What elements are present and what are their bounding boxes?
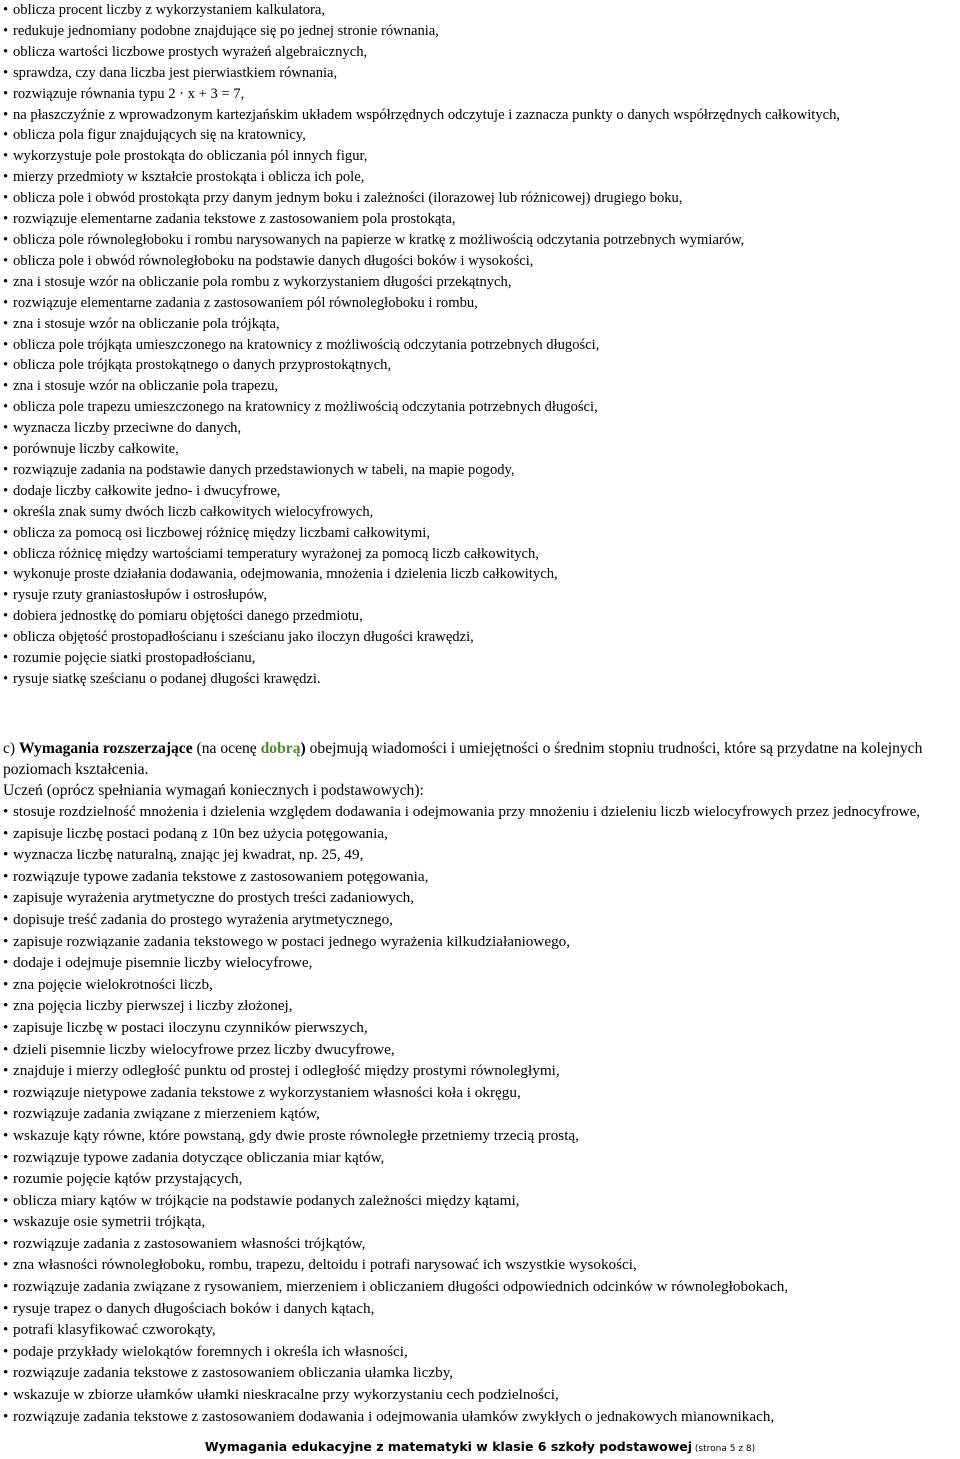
bullet-icon: • xyxy=(3,441,9,458)
bullet-icon: • xyxy=(3,1234,9,1252)
bullet-icon: • xyxy=(3,378,9,395)
bullet-icon: • xyxy=(3,420,9,437)
list-item-text: mierzy przedmioty w kształcie prostokąta i oblicza ich pole, xyxy=(13,169,365,186)
list-item-text: dodaje i odejmuje pisemnie liczby wielocyfrowe, xyxy=(13,954,313,972)
list-item xyxy=(3,188,958,209)
list-item xyxy=(3,146,958,167)
list-item xyxy=(3,974,958,996)
list-item-text: zna własności równoległoboku, rombu, trapezu, deltoidu i potrafi narysować ich wszystkie wysokości, xyxy=(13,1256,637,1274)
bullet-icon: • xyxy=(3,867,9,885)
bullet-icon: • xyxy=(3,148,9,165)
section-c-heading xyxy=(3,738,958,780)
list-item-text: dopisuje treść zadania do prostego wyrażenia arytmetycznego, xyxy=(13,910,393,928)
list-item xyxy=(3,314,958,335)
list-item-text: rozwiązuje zadania tekstowe z zastosowaniem obliczania ułamka liczby, xyxy=(13,1364,454,1382)
section-c-prefix: c) xyxy=(3,740,20,757)
list-item-text: zapisuje rozwiązanie zadania tekstowego w postaci jednego wyrażenia kilkudziałaniowego, xyxy=(13,932,571,950)
bullet-icon: • xyxy=(3,1342,9,1360)
bullet-icon: • xyxy=(3,932,9,950)
list-item xyxy=(3,1082,958,1104)
bullet-icon: • xyxy=(3,1364,9,1382)
list-item xyxy=(3,105,958,126)
bullet-icon: • xyxy=(3,43,9,60)
list-item xyxy=(3,1060,958,1082)
list-item xyxy=(3,481,958,502)
bullet-icon: • xyxy=(3,1386,9,1404)
list-item-text: rysuje siatkę sześcianu o podanej długości krawędzi. xyxy=(13,671,321,687)
list-item xyxy=(3,1406,958,1428)
list-item-text: stosuje rozdzielność mnożenia i dzielenia względem dodawania i odejmowania przy mnożeniu i dzieleniu liczb wielocyfrowych przez jednocyfrowe, xyxy=(13,803,921,820)
list-item-text: wskazuje w zbiorze ułamków ułamki nieskracalne przy wykorzystaniu cech podzielności, xyxy=(13,1386,559,1404)
bullet-icon: • xyxy=(3,64,9,81)
list-item-text: zna i stosuje wzór na obliczanie pola trapezu, xyxy=(13,378,279,395)
list-item xyxy=(3,909,958,931)
bullet-icon: • xyxy=(3,824,9,842)
bullet-icon: • xyxy=(3,106,9,123)
list-item xyxy=(3,1341,958,1363)
list-item xyxy=(3,397,958,418)
list-item xyxy=(3,1233,958,1255)
list-item-text: rozwiązuje równania typu 2 · x + 3 = 7, xyxy=(13,85,245,102)
list-item-text: oblicza pole trójkąta prostokątnego o danych przyprostokątnych, xyxy=(13,357,392,374)
footer-title: Wymagania edukacyjne z matematyki w klasie 6 szkoły podstawowej xyxy=(204,1439,693,1454)
bullet-icon: • xyxy=(3,482,9,499)
bullet-icon: • xyxy=(3,1278,9,1296)
list-item xyxy=(3,669,958,690)
section-c-title: Wymagania rozszerzające xyxy=(19,740,193,757)
list-item-text: oblicza za pomocą osi liczbowej różnicę między liczbami całkowitymi, xyxy=(13,524,430,541)
bullet-icon: • xyxy=(3,566,9,583)
bullet-icon: • xyxy=(3,1299,9,1317)
list-item-text: oblicza pole trapezu umieszczonego na kratownicy z możliwością odczytania potrzebnych długości, xyxy=(13,399,598,416)
list-item-text: rozumie pojęcie kątów przystających, xyxy=(13,1170,243,1188)
list-item-text: rozwiązuje zadania z zastosowaniem własności trójkątów, xyxy=(13,1234,366,1252)
section-c-description: obejmują wiadomości i umiejętności o średnim stopniu trudności, które są przydatne na kolejnych poziomach kształcenia. xyxy=(3,740,923,778)
bullet-icon: • xyxy=(3,190,9,207)
list-item-text: sprawdza, czy dana liczba jest pierwiastkiem równania, xyxy=(13,64,338,81)
bullet-icon: • xyxy=(3,997,9,1015)
list-item xyxy=(3,355,958,376)
list-item xyxy=(3,606,958,627)
list-item-text: oblicza pole trójkąta umieszczonego na kratownicy z możliwością odczytania potrzebnych długości, xyxy=(13,336,600,353)
bullet-icon: • xyxy=(3,231,9,248)
bullet-icon: • xyxy=(3,85,9,102)
list-item xyxy=(3,0,958,21)
list-item xyxy=(3,1125,958,1147)
bullet-icon: • xyxy=(3,524,9,541)
bullet-icon: • xyxy=(3,889,9,907)
list-item-text: dodaje liczby całkowite jedno- i dwucyfrowe, xyxy=(13,482,281,499)
bullet-icon: • xyxy=(3,650,9,667)
list-item xyxy=(3,439,958,460)
bullet-icon: • xyxy=(3,1321,9,1339)
list-item-text: rozwiązuje zadania tekstowe z zastosowaniem dodawania i odejmowania ułamków zwykłych o jednakowych mianownikach, xyxy=(13,1407,775,1425)
list-item-text: rozwiązuje elementarne zadania z zastosowaniem pól równoległoboku i rombu, xyxy=(13,294,478,311)
list-item-text: oblicza pole i obwód prostokąta przy danym jednym boku i zależności (ilorazowej lub różnicowej) drugiego boku, xyxy=(13,190,683,207)
section-c-grade-open: (na ocenę xyxy=(192,740,261,757)
bullet-icon: • xyxy=(3,461,9,478)
list-item-text: wykonuje proste działania dodawania, odejmowania, mnożenia i dzielenia liczb całkowitych, xyxy=(13,566,558,583)
section-c-grade: dobrą xyxy=(260,740,301,757)
list-item-text: oblicza procent liczby z wykorzystaniem kalkulatora, xyxy=(13,2,326,18)
bullet-icon: • xyxy=(3,169,9,186)
bullet-icon: • xyxy=(3,294,9,311)
list-item xyxy=(3,544,958,565)
list-item xyxy=(3,1039,958,1061)
bullet-icon: • xyxy=(3,336,9,353)
list-item xyxy=(3,1147,958,1169)
list-item-text: wyznacza liczby przeciwne do danych, xyxy=(13,420,242,437)
list-item xyxy=(3,844,958,866)
footer-page-number: (strona 5 z 8) xyxy=(692,1444,756,1454)
list-item-text: zna pojęcie wielokrotności liczb, xyxy=(13,975,213,993)
list-item-text: dobiera jednostkę do pomiaru objętości danego przedmiotu, xyxy=(13,608,363,625)
list-item xyxy=(3,585,958,606)
list-item-text: zapisuje liczbę w postaci iloczynu czynników pierwszych, xyxy=(13,1018,368,1036)
list-item-text: redukuje jednomiany podobne znajdujące się po jednej stronie równania, xyxy=(13,22,439,39)
bullet-icon: • xyxy=(3,399,9,416)
list-item-text: określa znak sumy dwóch liczb całkowitych wielocyfrowych, xyxy=(13,503,374,520)
list-item-text: zapisuje liczbę postaci podaną z 10n bez użycia potęgowania, xyxy=(13,824,388,842)
bullet-icon: • xyxy=(3,315,9,332)
list-item xyxy=(3,42,958,63)
list-item-text: oblicza miary kątów w trójkącie na podstawie podanych zależności między kątami, xyxy=(13,1191,520,1209)
list-item xyxy=(3,1168,958,1190)
list-item-text: oblicza pole równoległoboku i rombu narysowanych na papierze w kratkę z możliwością odczytania potrzebnych wymiarów, xyxy=(13,231,745,248)
list-item xyxy=(3,1254,958,1276)
bullet-icon: • xyxy=(3,954,9,972)
list-item-text: rozwiązuje zadania na podstawie danych przedstawionych w tabeli, na mapie pogody, xyxy=(13,461,515,478)
list-item xyxy=(3,627,958,648)
list-item-text: podaje przykłady wielokątów foremnych i określa ich własności, xyxy=(13,1342,408,1360)
bullet-icon: • xyxy=(3,1148,9,1166)
list-item-text: na płaszczyźnie z wprowadzonym kartezjańskim układem współrzędnych odczytuje i zaznacza punkty o danych współrzędnych całkowitych, xyxy=(13,106,841,123)
list-item-text: porównuje liczby całkowite, xyxy=(13,441,179,458)
list-item-text: wskazuje osie symetrii trójkąta, xyxy=(13,1213,206,1231)
list-item xyxy=(3,335,958,356)
bullet-icon: • xyxy=(3,1105,9,1123)
list-item-text: zapisuje wyrażenia arytmetyczne do prostych treści zadaniowych, xyxy=(13,889,415,907)
bullet-icon: • xyxy=(3,671,9,687)
list-item xyxy=(3,1384,958,1406)
list-item-text: rozwiązuje zadania związane z mierzeniem kątów, xyxy=(13,1105,320,1123)
list-item-text: potrafi klasyfikować czworokąty, xyxy=(13,1321,216,1339)
bullet-icon: • xyxy=(3,846,9,864)
list-item-text: rysuje rzuty graniastosłupów i ostrosłupów, xyxy=(13,587,268,604)
bullet-icon: • xyxy=(3,211,9,228)
list-item xyxy=(3,167,958,188)
list-item xyxy=(3,63,958,84)
bullet-icon: • xyxy=(3,587,9,604)
list-item-text: rozumie pojęcie siatki prostopadłościanu, xyxy=(13,650,256,667)
bullet-icon: • xyxy=(3,608,9,625)
list-item xyxy=(3,230,958,251)
bullet-icon: • xyxy=(3,127,9,144)
bullet-icon: • xyxy=(3,357,9,374)
list-item-text: znajduje i mierzy odległość punktu od prostej i odległość między prostymi równoległymi, xyxy=(13,1062,560,1080)
bullet-icon: • xyxy=(3,1256,9,1274)
list-item-text: rozwiązuje elementarne zadania tekstowe z zastosowaniem pola prostokąta, xyxy=(13,211,456,228)
list-item-text: zna i stosuje wzór na obliczanie pola trójkąta, xyxy=(13,315,280,332)
requirements-list-basic xyxy=(3,0,958,690)
bullet-icon: • xyxy=(3,545,9,562)
list-item xyxy=(3,460,958,481)
list-item xyxy=(3,1319,958,1341)
list-item-text: wyznacza liczbę naturalną, znając jej kwadrat, np. 25, 49, xyxy=(13,846,364,864)
list-item xyxy=(3,125,958,146)
list-item-text: dzieli pisemnie liczby wielocyfrowe przez liczby dwucyfrowe, xyxy=(13,1040,395,1058)
list-item xyxy=(3,1103,958,1125)
bullet-icon: • xyxy=(3,252,9,269)
list-item-text: oblicza pole i obwód równoległoboku na podstawie danych długości boków i wysokości, xyxy=(13,252,534,269)
bullet-icon: • xyxy=(3,1407,9,1425)
list-item-text: rozwiązuje nietypowe zadania tekstowe z wykorzystaniem własności koła i okręgu, xyxy=(13,1083,521,1101)
section-c-intro: Uczeń (oprócz spełniania wymagań koniecznych i podstawowych): xyxy=(3,782,424,799)
list-item xyxy=(3,801,958,823)
list-item-text: oblicza pola figur znajdujących się na kratownicy, xyxy=(13,127,306,144)
bullet-icon: • xyxy=(3,803,9,820)
section-c-grade-close: ) xyxy=(300,740,306,757)
list-item xyxy=(3,376,958,397)
requirements-list-extended xyxy=(3,801,958,1427)
list-item-text: rozwiązuje typowe zadania tekstowe z zastosowaniem potęgowania, xyxy=(13,867,429,885)
list-item xyxy=(3,995,958,1017)
bullet-icon: • xyxy=(3,2,9,18)
bullet-icon: • xyxy=(3,1062,9,1080)
list-item xyxy=(3,293,958,314)
bullet-icon: • xyxy=(3,1083,9,1101)
list-item xyxy=(3,1362,958,1384)
bullet-icon: • xyxy=(3,1191,9,1209)
list-item xyxy=(3,931,958,953)
bullet-icon: • xyxy=(3,1126,9,1144)
list-item xyxy=(3,1211,958,1233)
list-item xyxy=(3,887,958,909)
bullet-icon: • xyxy=(3,1213,9,1231)
list-item-text: oblicza objętość prostopadłościanu i sześcianu jako iloczyn długości krawędzi, xyxy=(13,629,474,646)
bullet-icon: • xyxy=(3,975,9,993)
list-item-text: rozwiązuje typowe zadania dotyczące obliczania miar kątów, xyxy=(13,1148,385,1166)
list-item xyxy=(3,1276,958,1298)
list-item xyxy=(3,418,958,439)
bullet-icon: • xyxy=(3,503,9,520)
list-item xyxy=(3,1298,958,1320)
list-item xyxy=(3,823,958,845)
bullet-icon: • xyxy=(3,910,9,928)
list-item xyxy=(3,564,958,585)
list-item xyxy=(3,21,958,42)
list-item xyxy=(3,272,958,293)
list-item xyxy=(3,1190,958,1212)
list-item-text: rozwiązuje zadania związane z rysowaniem, mierzeniem i obliczaniem długości odpowiednich odcinków w równoległobokach, xyxy=(13,1278,789,1296)
list-item-text: rysuje trapez o danych długościach boków i danych kątach, xyxy=(13,1299,375,1317)
list-item xyxy=(3,866,958,888)
bullet-icon: • xyxy=(3,273,9,290)
bullet-icon: • xyxy=(3,1170,9,1188)
bullet-icon: • xyxy=(3,22,9,39)
bullet-icon: • xyxy=(3,1040,9,1058)
bullet-icon: • xyxy=(3,629,9,646)
list-item xyxy=(3,952,958,974)
list-item-text: oblicza różnicę między wartościami temperatury wyrażonej za pomocą liczb całkowitych, xyxy=(13,545,539,562)
list-item xyxy=(3,209,958,230)
list-item-text: zna pojęcia liczby pierwszej i liczby złożonej, xyxy=(13,997,293,1015)
list-item xyxy=(3,648,958,669)
list-item-text: oblicza wartości liczbowe prostych wyrażeń algebraicznych, xyxy=(13,43,368,60)
list-item xyxy=(3,251,958,272)
list-item xyxy=(3,1017,958,1039)
page-footer xyxy=(0,1439,960,1454)
list-item xyxy=(3,502,958,523)
list-item xyxy=(3,84,958,105)
list-item-text: wykorzystuje pole prostokąta do obliczania pól innych figur, xyxy=(13,148,368,165)
list-item xyxy=(3,523,958,544)
list-item-text: wskazuje kąty równe, które powstaną, gdy dwie proste równoległe przetniemy trzecią prostą, xyxy=(13,1126,579,1144)
bullet-icon: • xyxy=(3,1018,9,1036)
list-item-text: zna i stosuje wzór na obliczanie pola rombu z wykorzystaniem długości przekątnych, xyxy=(13,273,512,290)
